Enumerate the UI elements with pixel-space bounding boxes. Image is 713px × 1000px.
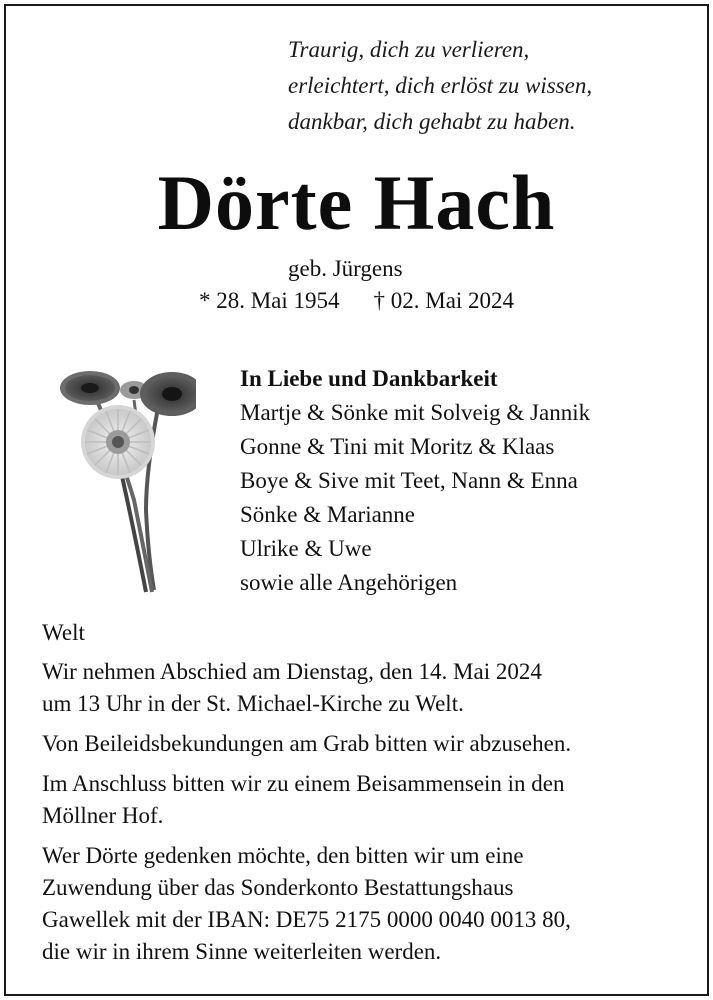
life-dates	[6, 286, 707, 316]
text-line: Im Anschluss bitten wir zu einem Beisammensein in den	[42, 771, 565, 796]
poem	[288, 32, 592, 140]
text-line: Zuwendung über das Sonderkonto Bestattungshaus	[42, 875, 514, 900]
mourner-line: Boye & Sive mit Teet, Nann & Enna	[240, 468, 578, 493]
mourners-heading: In Liebe und Dankbarkeit	[240, 366, 498, 391]
birth-date: * 28. Mai 1954	[198, 288, 340, 313]
notice-body	[42, 656, 682, 976]
text-line: Von Beileidsbekundungen am Grab bitten wir abzusehen.	[42, 731, 572, 756]
text-line: die wir in ihrem Sinne weiterleiten werden.	[42, 939, 442, 964]
maiden-name: geb. Jürgens	[288, 256, 403, 281]
deceased-name: Dörte Hach	[157, 159, 556, 246]
text-line: Wir nehmen Abschied am Dienstag, den 14. Mai 2024	[42, 659, 542, 684]
text-line: Gawellek mit der IBAN: DE75 2175 0000 0040 0013 80,	[42, 907, 571, 932]
obituary-notice	[4, 4, 709, 996]
mourner-line: Martje & Sönke mit Solveig & Jannik	[240, 400, 591, 425]
funeral-paragraph	[42, 656, 682, 720]
mourner-line: Gonne & Tini mit Moritz & Klaas	[240, 434, 555, 459]
donation-paragraph	[42, 840, 682, 968]
text-line: Wer Dörte gedenken möchte, den bitten wir um eine	[42, 843, 524, 868]
mourner-line: Sönke & Marianne	[240, 502, 416, 527]
text-line: um 13 Uhr in der St. Michael-Kirche zu Welt.	[42, 691, 464, 716]
mourner-line: sowie alle Angehörigen	[240, 570, 458, 595]
place-name: Welt	[42, 620, 85, 645]
poem-line: Traurig, dich zu verlieren,	[288, 37, 530, 62]
text-line: Möllner Hof.	[42, 803, 164, 828]
gathering-paragraph	[42, 768, 682, 832]
gerbera-flowers-icon	[46, 360, 196, 595]
condolence-paragraph	[42, 728, 682, 760]
mourners-list	[240, 362, 590, 600]
mourner-line: Ulrike & Uwe	[240, 536, 372, 561]
poem-line: erleichtert, dich erlöst zu wissen,	[288, 73, 593, 98]
poem-line: dankbar, dich gehabt zu haben.	[288, 109, 576, 134]
death-date: † 02. Mai 2024	[373, 288, 515, 313]
